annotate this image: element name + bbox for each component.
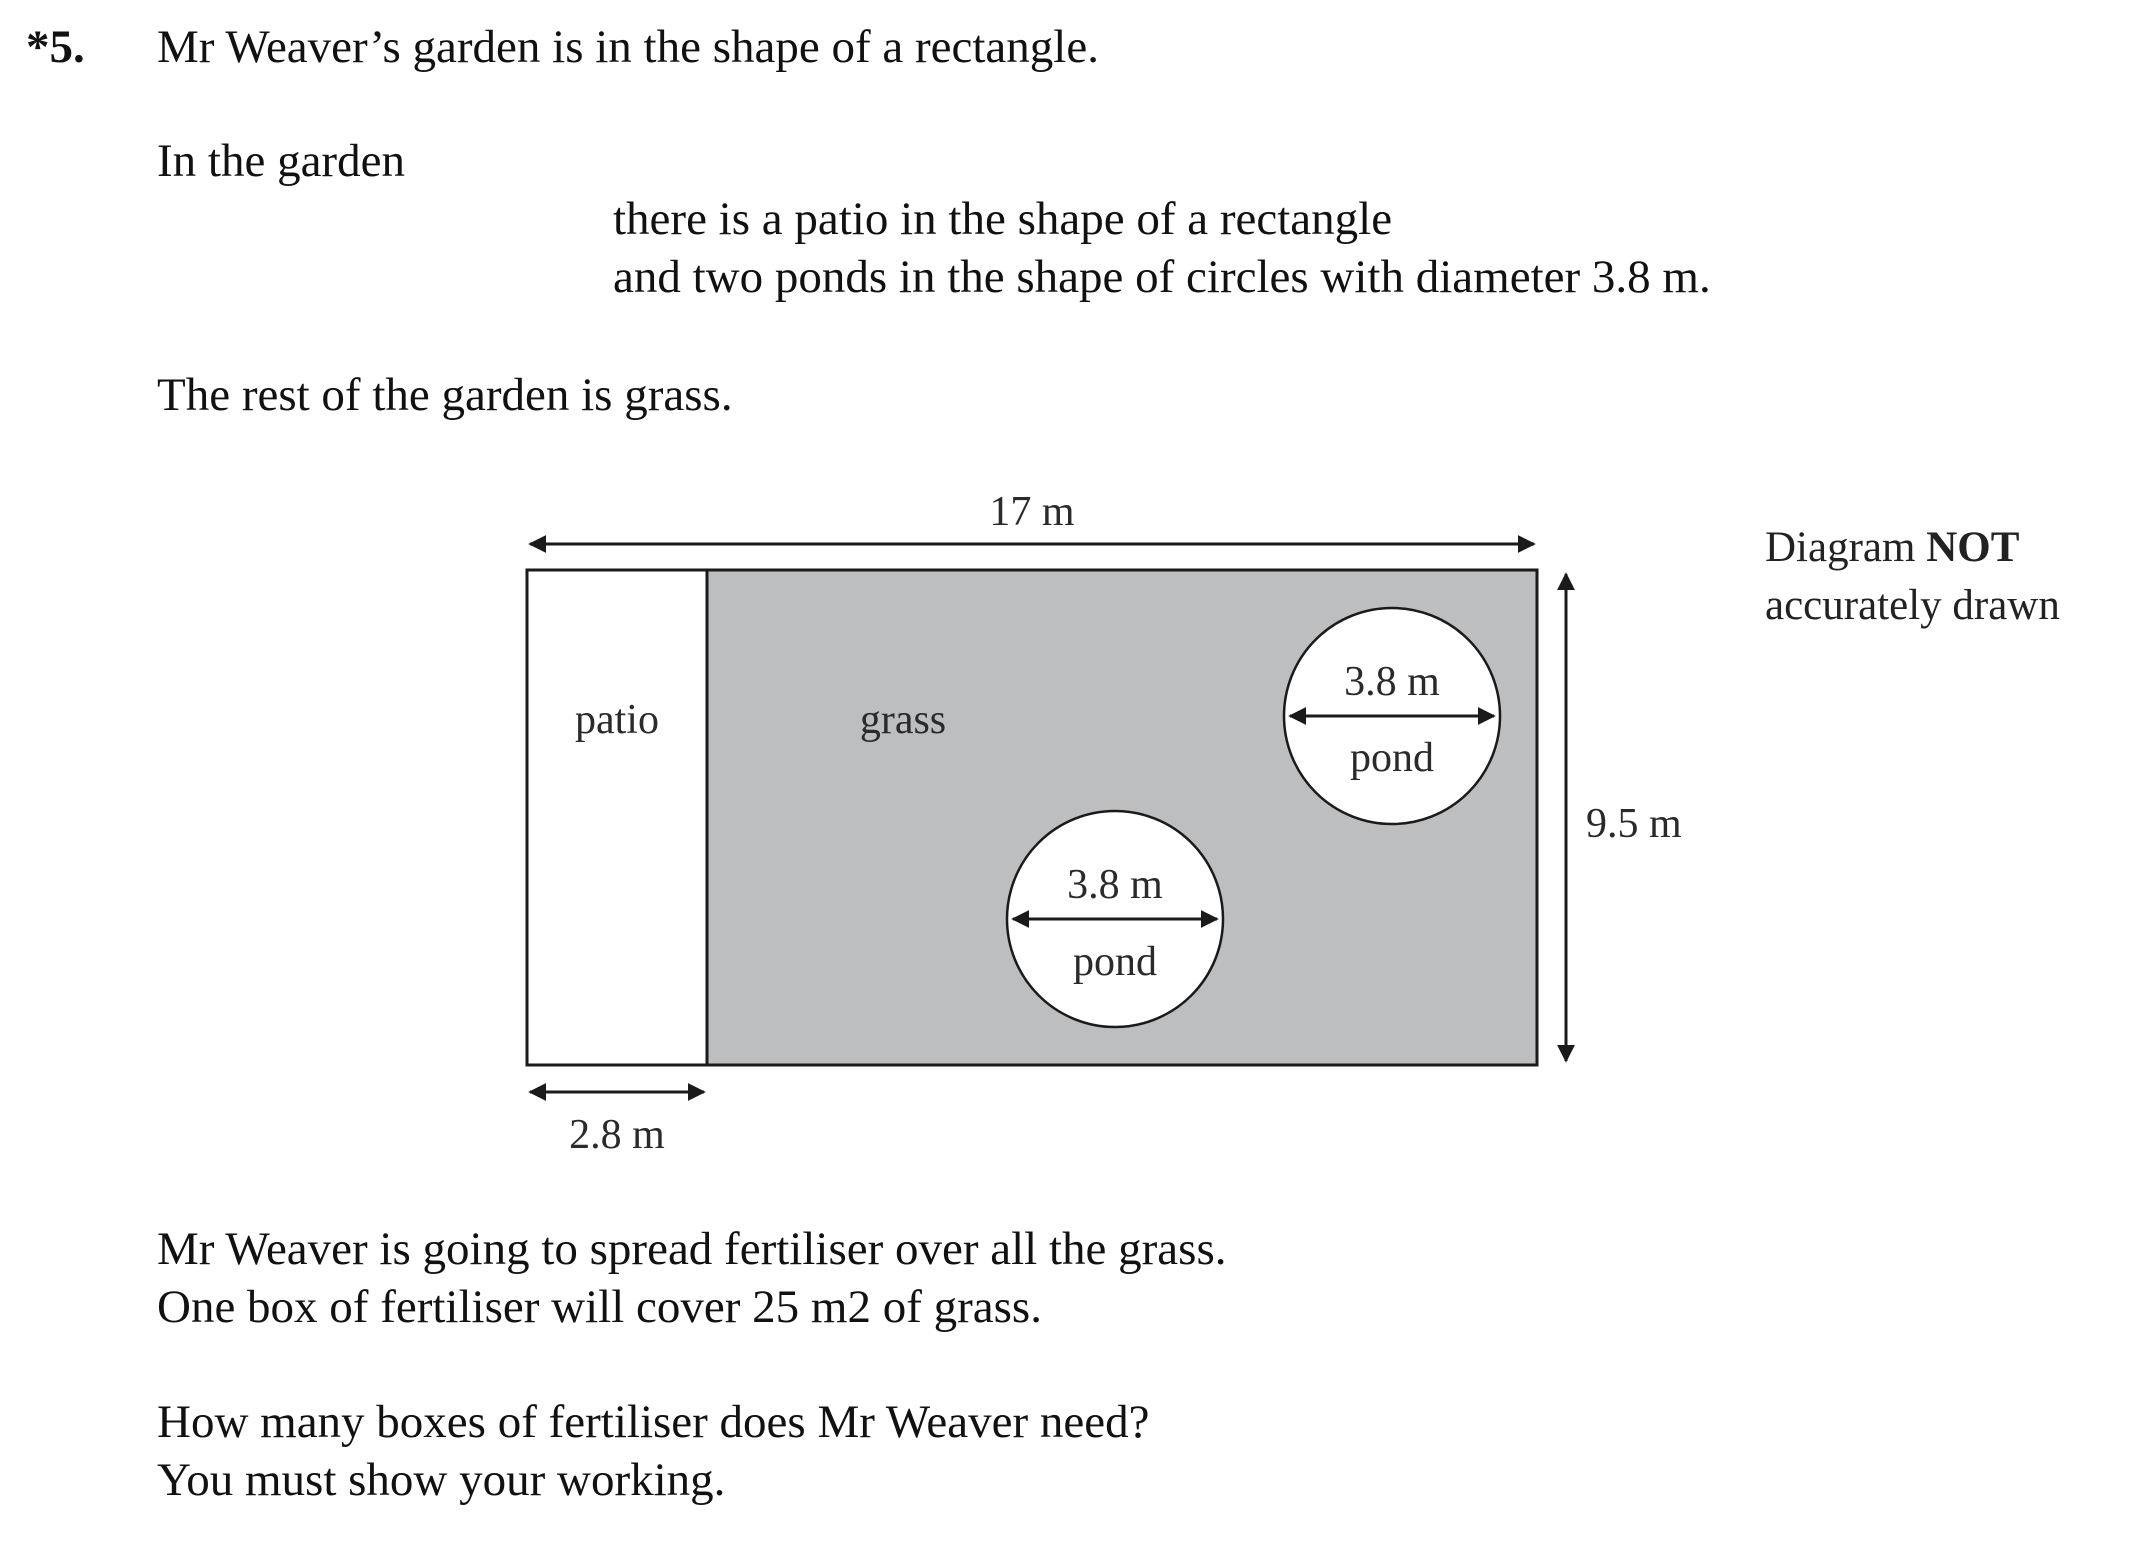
in-garden-text: In the garden (157, 135, 405, 187)
patio-description: there is a patio in the shape of a rectangle (613, 193, 1393, 245)
height-label: 9.5 m (1586, 801, 1682, 847)
width-label: 17 m (989, 489, 1075, 535)
pond-lower-label: pond (1073, 939, 1157, 985)
fertiliser-text-2: One box of fertiliser will cover 25 m2 of grass. (157, 1281, 1042, 1333)
question-ask: How many boxes of fertiliser does Mr Weaver need? (157, 1396, 1150, 1448)
pond-upper-diameter-label: 3.8 m (1344, 659, 1440, 705)
diagram-note-bold: NOT (1926, 524, 2020, 571)
patio-width-label: 2.8 m (569, 1112, 665, 1158)
show-working-instruction: You must show your working. (157, 1454, 726, 1506)
diagram-note-line1 (1765, 519, 2060, 577)
pond-lower-diameter-label: 3.8 m (1067, 862, 1163, 908)
fertiliser-text-1: Mr Weaver is going to spread fertiliser over all the grass. (157, 1223, 1227, 1275)
patio-label: patio (575, 697, 659, 743)
question-number: *5. (26, 21, 85, 73)
ponds-description: and two ponds in the shape of circles with diameter 3.8 m. (613, 251, 1711, 303)
pond-upper-label: pond (1350, 735, 1434, 781)
grass-label: grass (859, 697, 947, 743)
diagram-note (1765, 519, 2060, 635)
diagram-note-word: Diagram (1765, 524, 1916, 571)
rest-grass-text: The rest of the garden is grass. (157, 369, 733, 421)
question-intro: Mr Weaver’s garden is in the shape of a rectangle. (157, 21, 1099, 73)
diagram-note-line2: accurately drawn (1765, 582, 2060, 629)
